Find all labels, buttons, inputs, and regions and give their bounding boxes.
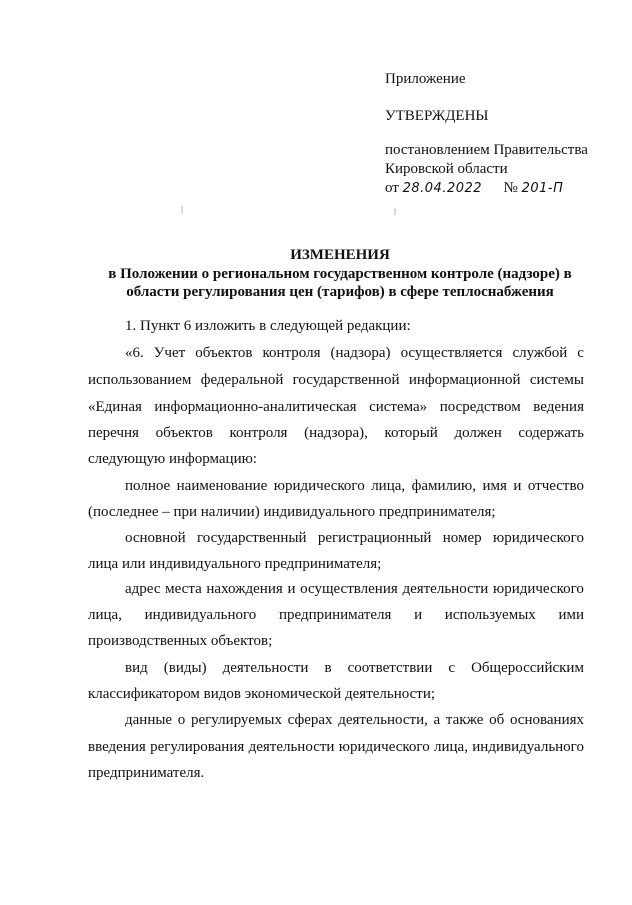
- number-label: №: [503, 180, 518, 196]
- word: объектов: [195, 345, 253, 361]
- word: объектов: [155, 425, 213, 441]
- word: «6.: [125, 345, 144, 361]
- word: информационной: [408, 372, 521, 388]
- p2-line-1: [125, 477, 584, 495]
- p6-line-1: [125, 711, 584, 729]
- decree-line-2: Кировской области: [385, 161, 508, 177]
- word: номер: [442, 530, 482, 546]
- word: службой: [512, 345, 568, 361]
- word: полное: [125, 478, 171, 494]
- word: адрес: [125, 581, 161, 597]
- scan-mark: [181, 206, 183, 214]
- word: регулируемых: [190, 712, 282, 728]
- word: а: [433, 712, 441, 728]
- p6-line-2: [88, 738, 584, 756]
- from-label: от: [385, 180, 399, 196]
- word: введения: [88, 739, 146, 755]
- word: фамилию,: [411, 478, 476, 494]
- word: наименование: [176, 478, 268, 494]
- word: деятельности,: [338, 712, 428, 728]
- word: Общероссийским: [471, 660, 584, 676]
- word: ведения: [533, 399, 584, 415]
- word: юридического: [273, 478, 365, 494]
- appendix-label: Приложение: [385, 71, 466, 87]
- word: содержать: [518, 425, 584, 441]
- word: деятельности: [222, 660, 309, 676]
- word: контроля: [229, 425, 288, 441]
- word: с: [448, 660, 456, 676]
- word: регулирования: [150, 739, 245, 755]
- word: основаниях: [509, 712, 584, 728]
- word: и: [287, 581, 296, 597]
- title-subtitle-line-1: в Положении о региональном государственном контроле (надзоре) в: [108, 266, 572, 282]
- p1-line-2: [88, 371, 584, 389]
- word: (виды): [163, 660, 207, 676]
- p6-line-3: предпринимателя.: [88, 765, 205, 781]
- word: посредством: [439, 399, 521, 415]
- word: осуществляется: [400, 345, 503, 361]
- word: система»: [369, 399, 428, 415]
- word: использованием: [88, 372, 192, 388]
- approved-label: УТВЕРЖДЕНЫ: [385, 108, 489, 124]
- word: деятельности: [248, 739, 335, 755]
- page-title: ИЗМЕНЕНИЯ: [290, 247, 390, 263]
- word: сферах: [287, 712, 333, 728]
- word: контроля: [262, 345, 321, 361]
- word: (надзора): [330, 345, 391, 361]
- decree-date-line: [385, 179, 563, 198]
- word: перечня: [88, 425, 139, 441]
- word: вид: [125, 660, 148, 676]
- word: юридического: [493, 530, 584, 546]
- p4-line-3: производственных объектов;: [88, 633, 273, 649]
- scan-mark: [394, 208, 396, 215]
- p2-line-2: (последнее – при наличии) индивидуального предпринимателя;: [88, 504, 496, 520]
- word: осуществления: [300, 581, 398, 597]
- p3-line-2: лица или индивидуального предпринимателя;: [88, 556, 382, 572]
- p1-line-4: [88, 424, 584, 442]
- word: государственной: [292, 372, 400, 388]
- word: регистрационный: [317, 530, 432, 546]
- word: имя: [482, 478, 507, 494]
- word: «Единая: [88, 399, 142, 415]
- word: который: [384, 425, 438, 441]
- word: данные: [125, 712, 173, 728]
- handwritten-number: 201-П: [521, 181, 564, 196]
- p1-line-5: следующую информацию:: [88, 451, 257, 467]
- word: государственный: [197, 530, 307, 546]
- word: отчество: [527, 478, 584, 494]
- word: (надзора),: [304, 425, 368, 441]
- word: индивидуального: [472, 739, 584, 755]
- word: соответствии: [347, 660, 433, 676]
- word: системы: [529, 372, 584, 388]
- word: ими: [558, 607, 584, 623]
- item-1: 1. Пункт 6 изложить в следующей редакции:: [125, 318, 411, 334]
- word: юридического: [338, 739, 430, 755]
- word: с: [577, 345, 584, 361]
- p3-line-1: [125, 529, 584, 547]
- word: нахождения: [206, 581, 283, 597]
- word: основной: [125, 530, 186, 546]
- word: о: [177, 712, 186, 728]
- p1-line-1: [125, 344, 584, 362]
- word: лица,: [434, 739, 468, 755]
- p5-line-2: классификатором видов экономической деятельности;: [88, 686, 436, 702]
- word: места: [165, 581, 202, 597]
- word: об: [489, 712, 505, 728]
- word: юридического: [492, 581, 584, 597]
- word: используемых: [444, 607, 536, 623]
- word: предпринимателя: [278, 607, 392, 623]
- handwritten-date: 28.04.2022: [402, 181, 483, 196]
- word: в: [324, 660, 332, 676]
- word: лица,: [88, 607, 122, 623]
- p1-line-3: [88, 398, 584, 416]
- word: информационно-аналитическая: [154, 399, 357, 415]
- word: федеральной: [200, 372, 284, 388]
- word: деятельности: [402, 581, 489, 597]
- decree-line-1: постановлением Правительства: [385, 142, 588, 158]
- title-subtitle-line-2: области регулирования цен (тарифов) в сфере теплоснабжения: [126, 284, 554, 300]
- word: и: [414, 607, 423, 623]
- p4-line-2: [88, 606, 584, 624]
- word: лица,: [371, 478, 406, 494]
- p5-line-1: [125, 659, 584, 677]
- word: Учет: [153, 345, 186, 361]
- word: и: [513, 478, 522, 494]
- p4-line-1: [125, 580, 584, 598]
- word: должен: [454, 425, 502, 441]
- word: также: [445, 712, 484, 728]
- word: индивидуального: [144, 607, 257, 623]
